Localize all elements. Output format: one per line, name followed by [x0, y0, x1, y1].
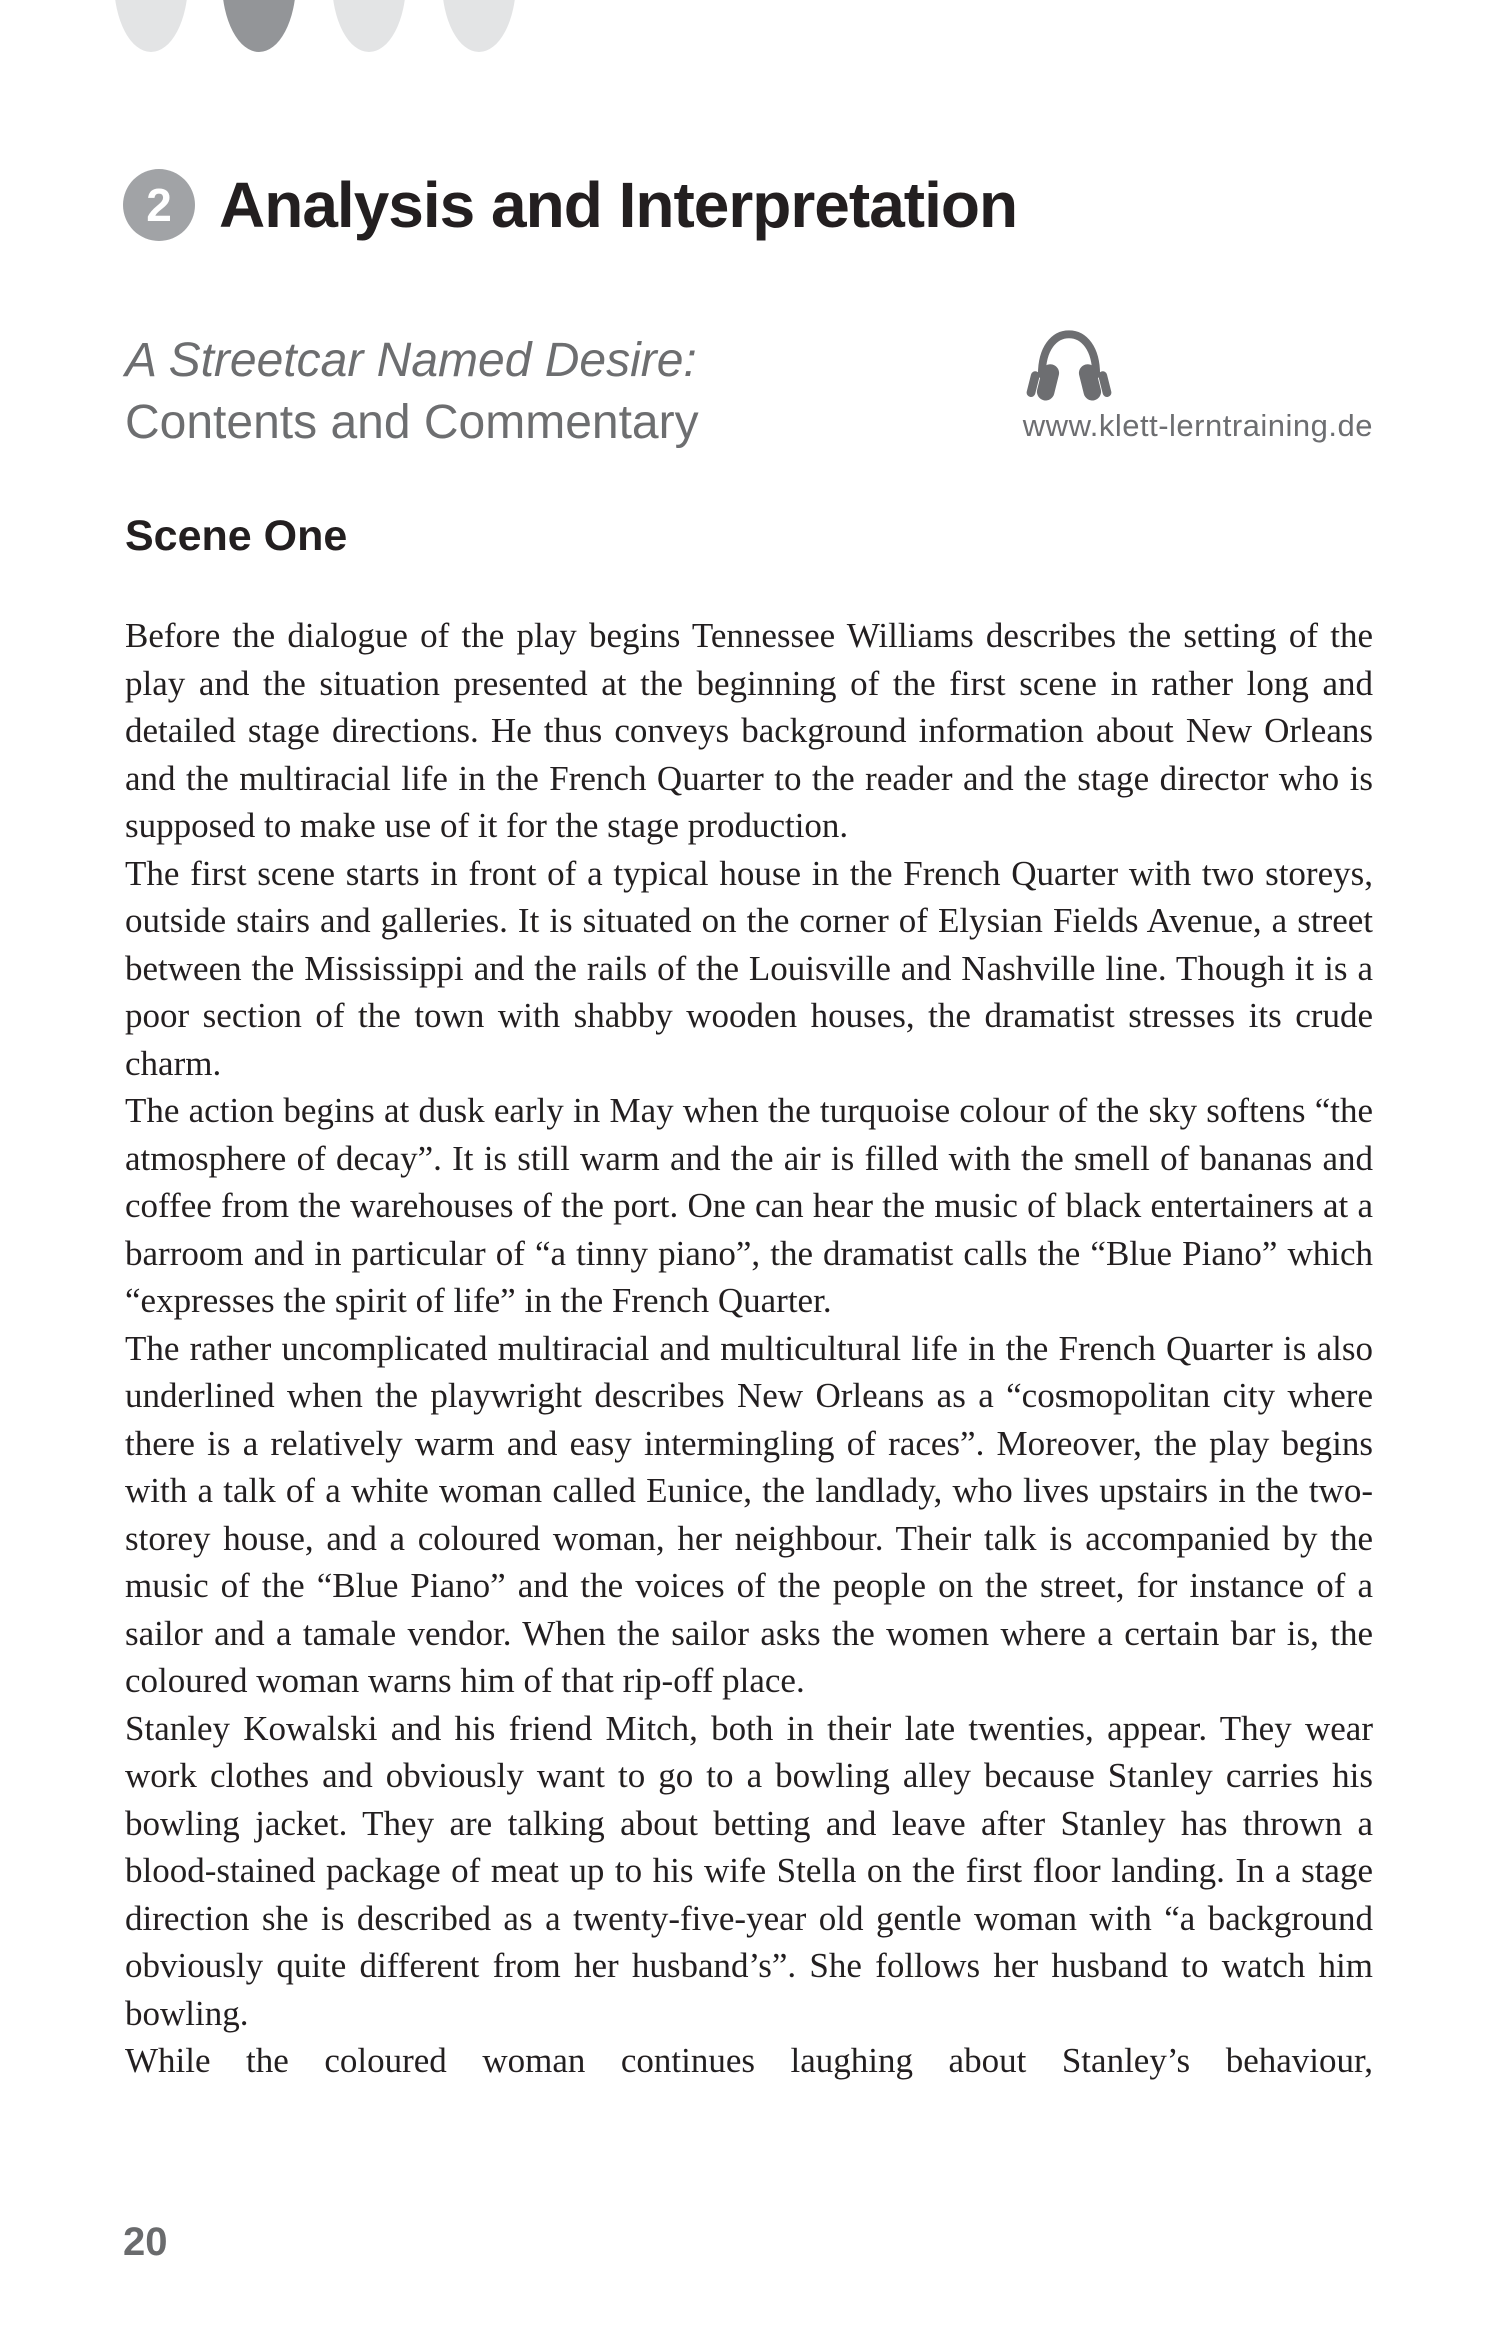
- headphones-icon: [1025, 322, 1113, 406]
- paragraph: While the coloured woman continues laughing about Stanley’s behaviour,: [125, 2041, 1373, 2080]
- paragraph: Before the dialogue of the play begins Tennessee Williams describes the setting of the play and the situation presented at the beginning of the first scene in rather long and detailed stage directions. He thus conveys background information about New Orleans and the multiracial life in the French Quarter to the reader and the stage director who is supposed to make use of it for the stage production.: [125, 616, 1373, 845]
- page-number: 20: [123, 2220, 168, 2264]
- chapter-number-badge: 2: [123, 169, 195, 241]
- paragraph: The first scene starts in front of a typical house in the French Quarter with two storeys, outside stairs and galleries. It is situated on the corner of Elysian Fields Avenue, a street between the Mississippi and the rails of the Louisville and Nashville line. Though it is a poor section of the town with shabby wooden houses, the dramatist stresses its crude charm.: [125, 853, 1373, 1083]
- subtitle-line2: Contents and Commentary: [125, 396, 699, 449]
- paragraph: Stanley Kowalski and his friend Mitch, both in their late twenties, appear. They wear work clothes and obviously want to go to a bowling alley because Stanley carries his bowling jacket. They are talking about betting and leave after Stanley has thrown a blood-stained package of meat up to his wife Stella on the first floor landing. In a stage direction she is described as a twenty-five-year old gentle woman with “a background obviously quite different from her husband’s”. She follows her husband to watch him bowling.: [125, 1708, 1373, 2033]
- decorative-dot: [222, 0, 296, 52]
- body-text: [125, 612, 1373, 2085]
- audio-link-block: [1023, 322, 1373, 444]
- chapter-heading: [123, 168, 1381, 242]
- decorative-dot: [114, 0, 188, 52]
- paragraph: The rather uncomplicated multiracial and multicultural life in the French Quarter is also underlined when the playwright describes New Orleans as a “cosmopolitan city where there is a relatively warm and easy intermingling of races”. Moreover, the play begins with a talk of a white woman called Eunice, the landlady, who lives upstairs in the two-storey house, and a coloured woman, her neighbour. Their talk is accompanied by the music of the “Blue Piano” and the voices of the people on the street, for instance of a sailor and a tamale vendor. When the sailor asks the women where a certain bar is, the coloured woman warns him of that rip-off place.: [125, 1328, 1373, 1700]
- chapter-title: Analysis and Interpretation: [219, 169, 1018, 241]
- audio-url-link[interactable]: www.klett-lerntraining.de: [1022, 408, 1373, 443]
- scene-heading: Scene One: [125, 512, 348, 560]
- subtitle-line1: A Streetcar Named Desire:: [125, 334, 697, 387]
- subtitle: [125, 330, 699, 454]
- decorative-dot: [332, 0, 406, 52]
- decorative-dot: [442, 0, 516, 52]
- paragraph: The action begins at dusk early in May when the turquoise colour of the sky softens “the atmosphere of decay”. It is still warm and the air is filled with the smell of bananas and coffee from the warehouses of the port. One can hear the music of black entertainers at a barroom and in particular of “a tinny piano”, the dramatist calls the “Blue Piano” which “expresses the spirit of life” in the French Quarter.: [125, 1091, 1373, 1320]
